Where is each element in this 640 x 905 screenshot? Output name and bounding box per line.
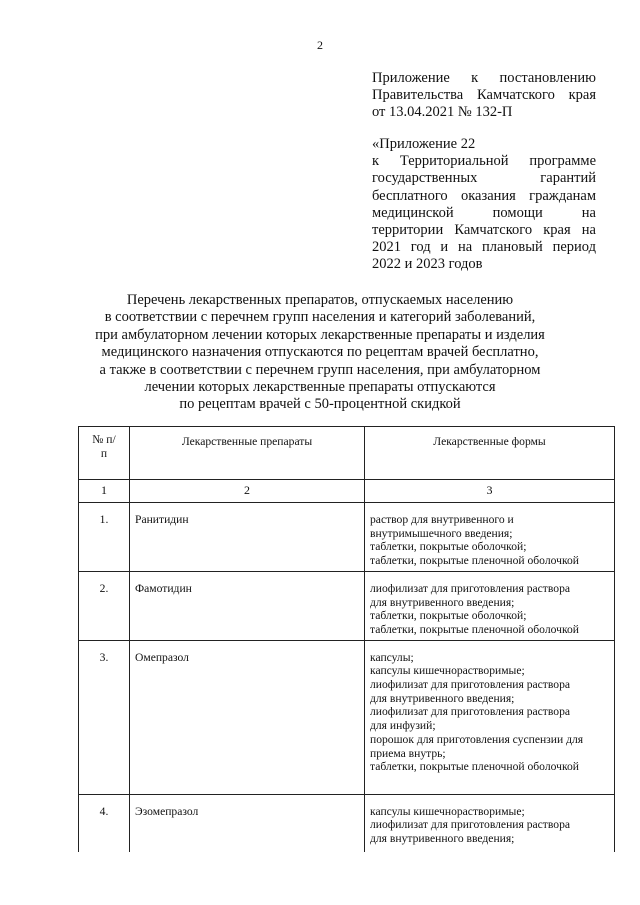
form-line: таблетки, покрытые оболочкой; [370,609,527,623]
form-line: лиофилизат для приготовления раствора [370,678,571,692]
row-number: 1. [79,503,130,572]
appendix-line: государственных гарантий [372,170,596,187]
drug-name: Фамотидин [130,571,365,640]
title-line: по рецептам врачей с 50-процентной скидкой [179,396,461,413]
appendix-line: Приложение к постановлению [372,70,596,86]
row-number: 2. [79,571,130,640]
title-line: в соответствии с перечнем групп населения и категорий заболеваний, [104,309,536,326]
form-line: таблетки, покрытые оболочкой; [370,540,527,554]
drug-forms [365,571,615,640]
drug-forms [365,794,615,852]
header-number-label: № п/п [92,433,116,460]
form-line: для внутривенного введения; [370,595,515,609]
appendix-line: от 13.04.2021 № 132-П [372,104,513,121]
drug-forms [365,503,615,572]
table-row [79,794,615,852]
header-number [79,427,130,480]
appendix-header [372,70,596,122]
drug-name: Омепразол [130,640,365,794]
form-line: таблетки, покрытые пленочной оболочкой [370,760,579,774]
appendix-line: бесплатного оказания гражданам [372,187,596,204]
form-line: лиофилизат для приготовления раствора [370,581,571,595]
appendix-line: «Приложение 22 [372,136,476,152]
form-line: таблетки, покрытые пленочной оболочкой [370,622,579,636]
document-title [90,292,550,414]
header-forms: Лекарственные формы [365,427,615,480]
drug-table [78,426,615,852]
table-header-row [79,427,615,480]
form-line: лиофилизат для приготовления раствора [370,818,571,832]
form-line: лиофилизат для приготовления раствора [370,705,571,719]
column-number-row [79,480,615,503]
appendix-22-header [372,136,596,274]
column-number: 2 [130,480,365,503]
form-line: для внутривенного введения; [370,832,515,846]
form-line: для инфузий; [370,719,436,733]
form-line: капсулы; [370,650,414,664]
form-line: таблетки, покрытые пленочной оболочкой [370,554,579,568]
appendix-line: к Территориальной программе [372,153,596,170]
form-line: капсулы кишечнорастворимые; [370,804,525,818]
column-number: 3 [365,480,615,503]
drug-name: Эзомепразол [130,794,365,852]
table-row [79,571,615,640]
appendix-line: Правительства Камчатского края [372,87,596,104]
row-number: 3. [79,640,130,794]
appendix-line: 2022 и 2023 годов [372,256,483,273]
header-drug: Лекарственные препараты [130,427,365,480]
form-line: раствор для внутривенного и [370,513,514,526]
title-line: при амбулаторном лечении которых лекарственные препараты и изделия [95,326,545,343]
title-line: Перечень лекарственных препаратов, отпускаемых населению [126,292,514,308]
form-line: капсулы кишечнорастворимые; [370,664,525,678]
appendix-line: медицинской помощи на [372,204,596,221]
row-number: 4. [79,794,130,852]
drug-name: Ранитидин [130,503,365,572]
column-number: 1 [79,480,130,503]
form-line: приема внутрь; [370,746,446,760]
form-line: для внутривенного введения; [370,691,515,705]
title-line: лечении которых лекарственные препараты отпускаются [144,379,496,396]
table-row [79,503,615,572]
appendix-line: 2021 год и на плановый период [372,239,596,256]
title-line: медицинского назначения отпускаются по рецептам врачей бесплатно, [101,344,539,361]
table-row [79,640,615,794]
drug-forms [365,640,615,794]
title-line: а также в соответствии с перечнем групп населения, при амбулаторном [99,361,541,378]
form-line: внутримышечного введения; [370,526,513,540]
appendix-line: территории Камчатского края на [372,222,596,239]
page-number: 2 [317,38,323,52]
form-line: порошок для приготовления суспензии для [370,732,584,746]
